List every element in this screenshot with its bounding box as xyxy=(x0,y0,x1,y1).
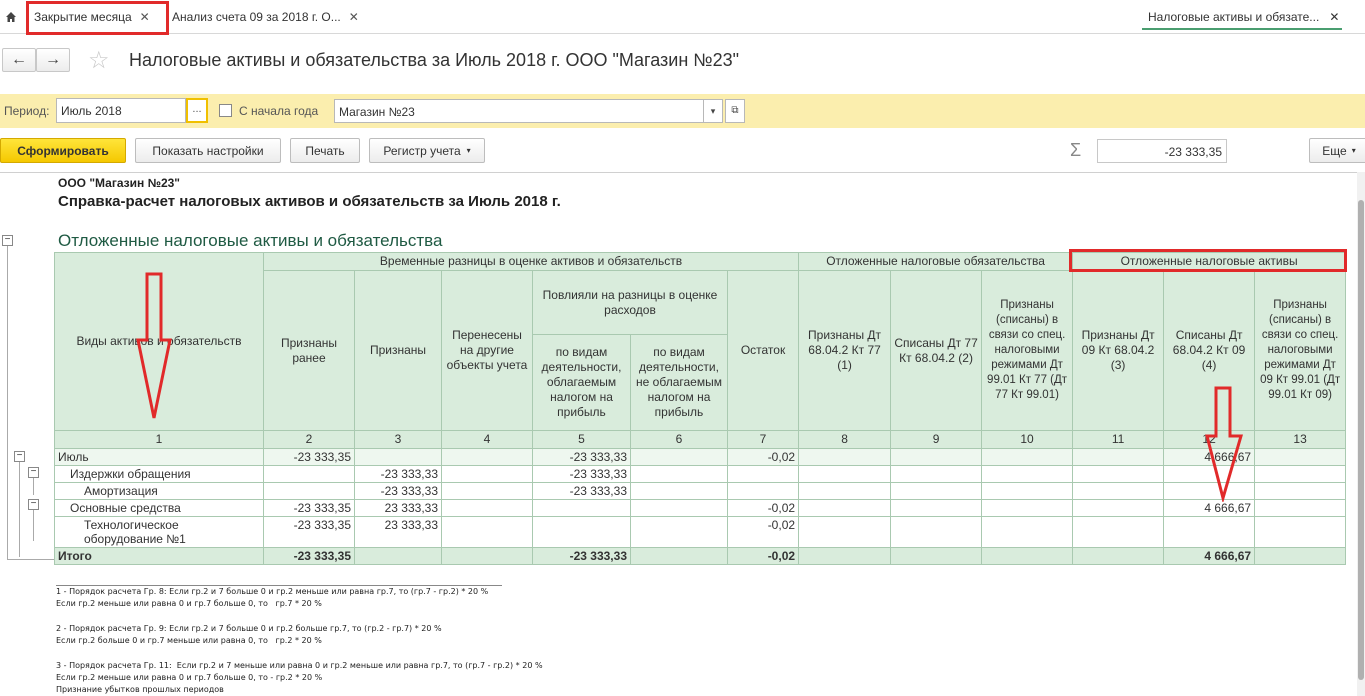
column-number: 4 xyxy=(442,431,533,449)
header-cell: Признаны ранее xyxy=(264,271,355,431)
back-button[interactable] xyxy=(2,48,36,72)
cell: -23 333,33 xyxy=(355,483,442,500)
cell xyxy=(631,483,728,500)
register-button[interactable] xyxy=(369,138,485,163)
print-button[interactable]: Печать xyxy=(290,138,360,163)
cell xyxy=(891,449,982,466)
cell xyxy=(891,500,982,517)
highlight-frame xyxy=(1069,249,1347,272)
cell xyxy=(355,449,442,466)
chevron-down-icon[interactable]: ▾ xyxy=(703,99,723,123)
more-label: Еще xyxy=(1322,143,1347,158)
from-year-start-label: С начала года xyxy=(239,104,319,118)
period-input[interactable]: Июль 2018 xyxy=(56,98,186,123)
cell xyxy=(533,500,631,517)
organization-field[interactable]: Магазин №23 xyxy=(334,99,704,123)
header-cell: Признаны (списаны) в связи со спец. налоговыми режимами Дт 09 Кт 99.01 (Дт 99.01 Кт 09) xyxy=(1255,271,1346,431)
cell xyxy=(1073,500,1164,517)
column-number: 10 xyxy=(982,431,1073,449)
cell xyxy=(442,449,533,466)
cell: -0,02 xyxy=(728,449,799,466)
cell xyxy=(1255,483,1346,500)
more-button[interactable] xyxy=(1309,138,1365,163)
cell xyxy=(442,517,533,548)
arrow-down-icon xyxy=(136,272,172,420)
table-row[interactable] xyxy=(55,517,1346,548)
cell xyxy=(442,500,533,517)
column-number: 13 xyxy=(1255,431,1346,449)
favorite-star-icon[interactable]: ☆ xyxy=(88,47,110,74)
cell xyxy=(891,466,982,483)
cell xyxy=(799,548,891,565)
cell xyxy=(982,548,1073,565)
cell: -23 333,33 xyxy=(355,466,442,483)
report-title: Справка-расчет налоговых активов и обязательств за Июль 2018 г. xyxy=(58,193,561,210)
cell xyxy=(442,483,533,500)
outline-line xyxy=(33,477,34,495)
report-notes: 1 - Порядок расчета Гр. 8: Если гр.2 и 7 больше 0 и гр.2 меньше или равна гр.7, то (гр.7 - гр.2) * 20 % Если гр.2 меньше или равна 0 и гр.7 больше 0, то гр.7 * 20 % 2 - Порядок расчета Гр. 9: Если гр.2 и 7 больше 0 и гр.2 больше гр.7, то (гр.2 - гр.7) * 20 % Если гр.2 больше 0 и гр.7 меньше или равна 0, то гр.2 * 20 % 3 - Порядок расчета Гр. 11: Если гр.2 и 7 меньше или равна 0 и гр.2 меньше или равна гр.7, то (гр.7 - гр.2) * 20 % Если гр.2 меньше или равна 0 и гр.7 больше 0, то - гр.2 * 20 % Признание убытков прошлых периодов xyxy=(56,587,543,695)
column-number: 8 xyxy=(799,431,891,449)
generate-button[interactable]: Сформировать xyxy=(0,138,126,163)
period-select-button[interactable]: ... xyxy=(186,98,208,123)
tab-label: Закрытие месяца xyxy=(34,10,132,24)
cell xyxy=(442,466,533,483)
cell xyxy=(799,466,891,483)
cell xyxy=(982,500,1073,517)
header-cell: Отложенные налоговые обязательства xyxy=(799,253,1073,271)
row-name: Технологическое оборудование №1 xyxy=(55,517,264,548)
column-number: 5 xyxy=(533,431,631,449)
cell: -23 333,33 xyxy=(533,466,631,483)
cell xyxy=(799,517,891,548)
cell xyxy=(1255,548,1346,565)
header-cell: Отложенные налоговые активы xyxy=(1073,253,1346,271)
cell xyxy=(891,548,982,565)
sum-icon: Σ xyxy=(1070,140,1082,160)
row-name: Основные средства xyxy=(55,500,264,517)
row-name: Амортизация xyxy=(55,483,264,500)
header-cell: Остаток xyxy=(728,271,799,431)
cell xyxy=(442,548,533,565)
cell xyxy=(728,466,799,483)
cell: -23 333,35 xyxy=(264,500,355,517)
sum-field: -23 333,35 xyxy=(1097,139,1227,163)
collapse-icon[interactable]: − xyxy=(2,235,13,246)
outline-line xyxy=(7,243,8,559)
header-cell: по видам деятельности, облагаемым налогом на прибыль xyxy=(533,335,631,431)
from-year-start-checkbox[interactable] xyxy=(219,104,232,117)
cell: 23 333,33 xyxy=(355,500,442,517)
header-cell: Повлияли на разницы в оценке расходов xyxy=(533,271,728,335)
home-icon[interactable] xyxy=(0,0,22,34)
cell xyxy=(728,483,799,500)
tab-account-analysis[interactable] xyxy=(166,6,359,28)
collapse-icon[interactable]: − xyxy=(28,467,39,478)
cell xyxy=(1073,548,1164,565)
row-name: Июль xyxy=(55,449,264,466)
cell: -23 333,35 xyxy=(264,449,355,466)
tab-tax-assets[interactable] xyxy=(1142,6,1342,30)
close-icon[interactable]: ✕ xyxy=(348,10,359,24)
cell xyxy=(891,517,982,548)
chevron-down-icon: ▾ xyxy=(466,146,471,155)
cell xyxy=(631,517,728,548)
cell xyxy=(533,517,631,548)
cell xyxy=(1255,500,1346,517)
collapse-icon[interactable]: − xyxy=(28,499,39,510)
row-name: Издержки обращения xyxy=(55,466,264,483)
cell xyxy=(891,483,982,500)
cell xyxy=(1073,466,1164,483)
cell xyxy=(982,517,1073,548)
cell xyxy=(264,466,355,483)
table-row[interactable] xyxy=(55,449,1346,466)
cell xyxy=(631,466,728,483)
arrow-right-icon: → xyxy=(45,51,61,68)
column-number: 11 xyxy=(1073,431,1164,449)
cell xyxy=(799,449,891,466)
cell: 4 666,67 xyxy=(1164,449,1255,466)
cell xyxy=(799,483,891,500)
tab-label: Анализ счета 09 за 2018 г. О... xyxy=(172,10,341,24)
show-settings-button[interactable]: Показать настройки xyxy=(135,138,281,163)
report-table xyxy=(54,252,1346,565)
tab-label: Налоговые активы и обязате... xyxy=(1148,10,1320,24)
cell: -0,02 xyxy=(728,548,799,565)
close-icon[interactable]: ✕ xyxy=(1329,10,1340,24)
column-number: 2 xyxy=(264,431,355,449)
header-cell: Виды активов и обязательств xyxy=(55,253,264,431)
cell xyxy=(631,449,728,466)
cell xyxy=(355,548,442,565)
cell: 23 333,33 xyxy=(355,517,442,548)
column-number: 3 xyxy=(355,431,442,449)
report-section-title: Отложенные налоговые активы и обязательства xyxy=(58,231,443,250)
close-icon[interactable]: ✕ xyxy=(139,10,150,24)
scrollbar-thumb[interactable] xyxy=(1358,200,1364,680)
header-cell: Признаны (списаны) в связи со спец. налоговыми режимами Дт 99.01 Кт 77 (Дт 77 Кт 99.01) xyxy=(982,271,1073,431)
collapse-icon[interactable]: − xyxy=(14,451,25,462)
cell xyxy=(1164,517,1255,548)
period-label: Период: xyxy=(4,104,50,118)
table-row[interactable] xyxy=(55,483,1346,500)
header-cell: Списаны Дт 77 Кт 68.04.2 (2) xyxy=(891,271,982,431)
table-row[interactable] xyxy=(55,466,1346,483)
cell: -23 333,35 xyxy=(264,517,355,548)
highlight-frame xyxy=(26,1,169,35)
arrow-left-icon: ← xyxy=(11,51,27,68)
cell xyxy=(982,449,1073,466)
outline-line xyxy=(33,509,34,541)
column-number: 1 xyxy=(55,431,264,449)
cell: -23 333,33 xyxy=(533,449,631,466)
cell xyxy=(982,466,1073,483)
header-cell: Перенесены на другие объекты учета xyxy=(442,271,533,431)
column-number: 9 xyxy=(891,431,982,449)
cell xyxy=(264,483,355,500)
header-cell: Признаны Дт 68.04.2 Кт 77 (1) xyxy=(799,271,891,431)
cell: -23 333,33 xyxy=(533,548,631,565)
cell xyxy=(631,548,728,565)
cell xyxy=(982,483,1073,500)
cell: -0,02 xyxy=(728,517,799,548)
header-cell: Признаны Дт 09 Кт 68.04.2 (3) xyxy=(1073,271,1164,431)
column-number: 12 xyxy=(1164,431,1255,449)
outline-line xyxy=(7,559,54,560)
header-cell: Временные разницы в оценке активов и обязательств xyxy=(264,253,799,271)
report-org: ООО "Магазин №23" xyxy=(58,176,180,190)
column-number: 6 xyxy=(631,431,728,449)
header-cell: по видам деятельности, не облагаемым налогом на прибыль xyxy=(631,335,728,431)
cell xyxy=(799,500,891,517)
cell xyxy=(1255,466,1346,483)
header-cell: Списаны Дт 68.04.2 Кт 09 (4) xyxy=(1164,271,1255,431)
table-row[interactable] xyxy=(55,500,1346,517)
cell xyxy=(1255,517,1346,548)
open-icon[interactable]: ⧉ xyxy=(725,99,745,123)
cell xyxy=(1073,449,1164,466)
cell: 4 666,67 xyxy=(1164,548,1255,565)
register-label: Регистр учета xyxy=(383,143,461,158)
cell: -0,02 xyxy=(728,500,799,517)
forward-button[interactable] xyxy=(36,48,70,72)
row-name: Итого xyxy=(55,548,264,565)
cell xyxy=(631,500,728,517)
column-number: 7 xyxy=(728,431,799,449)
chevron-down-icon: ▾ xyxy=(1351,146,1356,155)
cell xyxy=(1073,483,1164,500)
outline-line xyxy=(19,461,20,557)
arrow-down-icon xyxy=(1204,386,1244,502)
header-cell: Признаны xyxy=(355,271,442,431)
cell xyxy=(1073,517,1164,548)
cell: -23 333,33 xyxy=(533,483,631,500)
page-title: Налоговые активы и обязательства за Июль 2018 г. ООО "Магазин №23" xyxy=(129,50,740,70)
cell: 4 666,67 xyxy=(1164,500,1255,517)
cell: -23 333,35 xyxy=(264,548,355,565)
total-row[interactable] xyxy=(55,548,1346,565)
cell xyxy=(1255,449,1346,466)
